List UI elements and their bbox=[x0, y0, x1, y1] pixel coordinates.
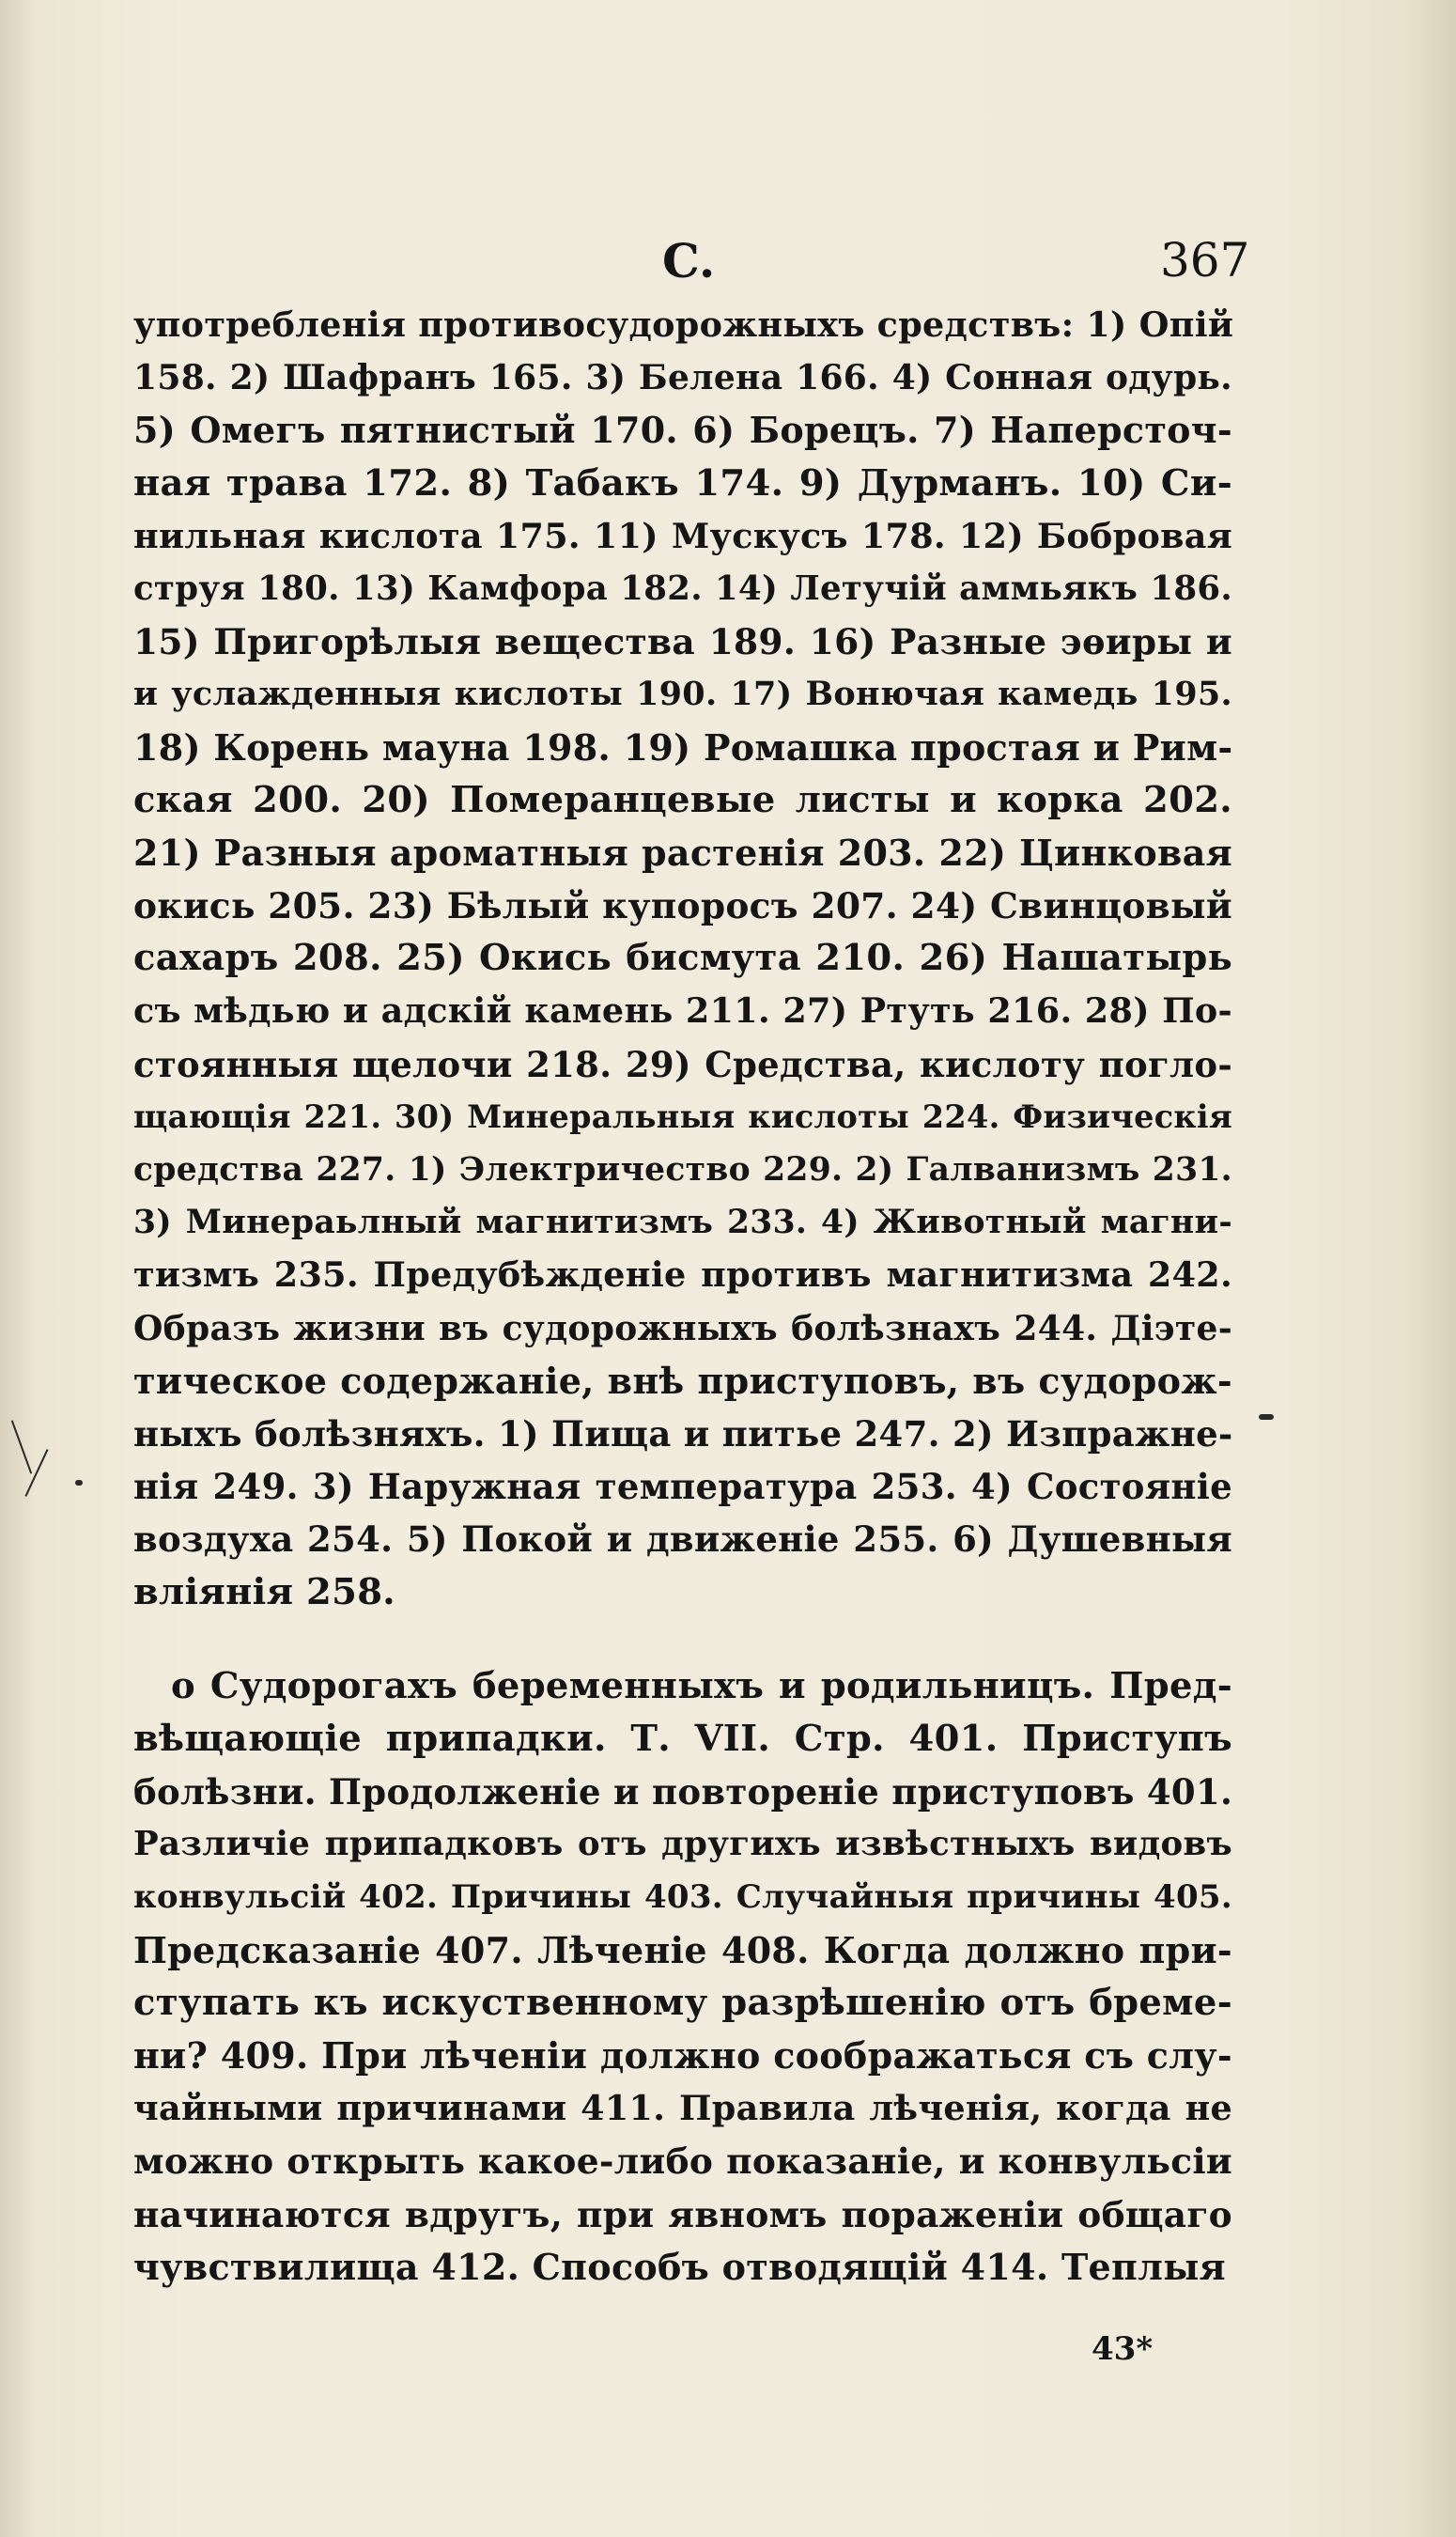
text-line: тическое содержаніе, внѣ приступовъ, въ судорож- bbox=[133, 1359, 1232, 1402]
text-line: 158. 2) Шафранъ 165. 3) Белена 166. 4) Сонная одурь. bbox=[133, 358, 1232, 398]
text-line: Образъ жизни въ судорожныхъ болѣзнахъ 244. Діэте- bbox=[133, 1308, 1232, 1348]
text-line: стоянныя щелочи 218. 29) Средства, кислоту погло- bbox=[133, 1043, 1232, 1085]
text-line: струя 180. 13) Камфора 182. 14) Летучій аммьякъ 186. bbox=[133, 568, 1232, 608]
text-line: 5) Омегъ пятнистый 170. 6) Борецъ. 7) Наперсточ- bbox=[133, 409, 1232, 452]
text-line: вѣщающіе припадки. Т. VII. Стр. 401. Приступъ bbox=[133, 1717, 1232, 1760]
margin-speck bbox=[75, 1480, 83, 1486]
text-line: болѣзни. Продолженіе и повтореніе приступовъ 401. bbox=[133, 1771, 1233, 1813]
text-line: употребленія противосудорожныхъ средствъ: 1) Опій bbox=[133, 304, 1234, 345]
text-line: и услажденныя кислоты 190. 17) Вонючая камедь 195. bbox=[133, 675, 1232, 714]
text-line: окись 205. 23) Бѣлый купоросъ 207. 24) Свинцовый bbox=[133, 885, 1232, 927]
text-line: о Судорогахъ беременныхъ и родильницъ. Пред- bbox=[171, 1664, 1232, 1707]
text-line: нильная кислота 175. 11) Мускусъ 178. 12) Бобровая bbox=[133, 515, 1232, 556]
text-line: ни? 409. При лѣченіи должно соображаться съ слу- bbox=[133, 2034, 1232, 2077]
margin-speck bbox=[24, 1449, 48, 1497]
text-line: Различіе припадковъ отъ другихъ извѣстныхъ видовъ bbox=[133, 1825, 1232, 1864]
signature-mark: 43* bbox=[1092, 2330, 1154, 2368]
text-line: нія 249. 3) Наружная температура 253. 4) Состояніе bbox=[133, 1466, 1232, 1508]
text-line: средства 227. 1) Электричество 229. 2) Галванизмъ 231. bbox=[133, 1151, 1232, 1189]
page-number: 367 bbox=[1160, 233, 1250, 288]
paragraph-pregnancy-convulsions bbox=[133, 1660, 1232, 2294]
text-line: сахаръ 208. 25) Окись бисмута 210. 26) Нашатырь bbox=[133, 937, 1232, 980]
text-line: ступать къ искуственному разрѣшенію отъ бреме- bbox=[133, 1981, 1232, 2024]
text-line: 15) Пригорѣлыя вещества 189. 16) Разные эѳиры и bbox=[133, 621, 1232, 663]
text-line: съ мѣдью и адскій камень 211. 27) Ртуть 216. 28) По- bbox=[133, 990, 1232, 1032]
text-line: чайными причинами 411. Правила лѣченія, когда не bbox=[133, 2088, 1232, 2129]
margin-speck bbox=[11, 1420, 32, 1473]
text-line: Предсказаніе 407. Лѣченіе 408. Когда должно при- bbox=[133, 1928, 1232, 1971]
running-header bbox=[0, 233, 1456, 299]
text-line: тизмъ 235. Предубѣжденіе противъ магнитизма 242. bbox=[133, 1254, 1232, 1296]
text-line: 3) Минераьлный магнитизмъ 233. 4) Животный магни- bbox=[133, 1204, 1232, 1242]
text-line: ская 200. 20) Померанцевые листы и корка 202. bbox=[133, 778, 1232, 821]
text-line: начинаются вдругъ, при явномъ пораженіи общаго bbox=[133, 2193, 1232, 2235]
paragraph-remedies bbox=[133, 299, 1232, 1619]
margin-speck bbox=[1259, 1414, 1274, 1420]
text-line: щающія 221. 30) Минеральныя кислоты 224. Физическія bbox=[133, 1097, 1232, 1135]
text-line: воздуха 254. 5) Покой и движеніе 255. 6) Душевныя bbox=[133, 1518, 1232, 1561]
text-line: вліянія 258. bbox=[133, 1570, 395, 1613]
body-text bbox=[133, 299, 1232, 2294]
text-line: 18) Корень мауна 198. 19) Ромашка простая и Рим- bbox=[133, 725, 1233, 769]
text-line: можно открыть какое-либо показаніе, и конвульсіи bbox=[133, 2140, 1232, 2183]
text-line: конвульсій 402. Причины 403. Случайныя причины 405. bbox=[133, 1878, 1232, 1917]
text-line: ныхъ болѣзняхъ. 1) Пища и питье 247. 2) Изпражне- bbox=[133, 1412, 1233, 1455]
text-line: 21) Разныя ароматныя растенія 203. 22) Цинковая bbox=[133, 831, 1232, 874]
text-line: чувствилища 412. Способъ отводящій 414. Теплыя bbox=[133, 2245, 1226, 2288]
text-line: ная трава 172. 8) Табакъ 174. 9) Дурманъ. 10) Си- bbox=[133, 461, 1232, 505]
header-letter: C. bbox=[662, 233, 716, 288]
